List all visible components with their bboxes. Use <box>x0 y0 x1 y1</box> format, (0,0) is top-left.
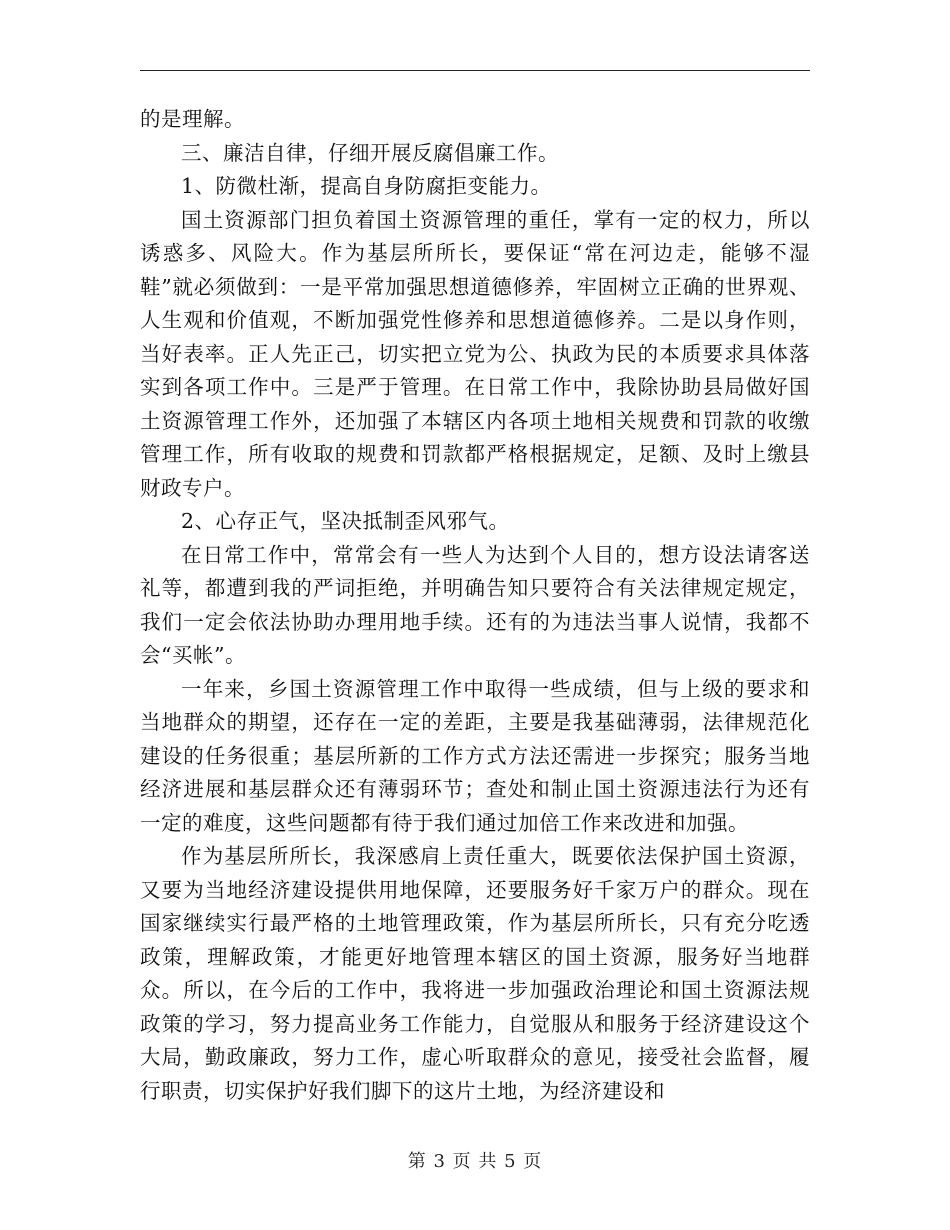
document-body <box>140 103 810 1108</box>
paragraph-year-summary: 一年来，乡国土资源管理工作中取得一些成绩，但与上级的要求和当地群众的期望，还存在一定的差距，主要是我基础薄弱，法律规范化建设的任务很重；基层所新的工作方式方法还需进一步探究；服务当地经济进展和基层群众还有薄弱环节；查处和制止国土资源违法行为还有一定的难度，这些问题都有待于我们通过加倍工作来改进和加强。 <box>140 676 810 835</box>
subheading-2: 2、心存正气，坚决抵制歪风邪气。 <box>181 509 510 533</box>
paragraph-continuation: 的是理解。 <box>140 107 245 131</box>
section-heading-3: 三、廉洁自律，仔细开展反腐倡廉工作。 <box>181 140 559 165</box>
paragraph-daily-work: 在日常工作中，常常会有一些人为达到个人目的，想方设法请客送礼等，都遭到我的严词拒绝，并明确告知只要符合有关法律规定规定，我们一定会依法协助办理用地手续。还有的为违法当事人说情，我都不会“买帐”。 <box>140 542 810 667</box>
subheading-1: 1、防微杜渐，提高自身防腐拒变能力。 <box>181 174 552 198</box>
page-number-footer: 第 3 页 共 5 页 <box>407 1151 543 1172</box>
paragraph-anti-corruption: 国土资源部门担负着国土资源管理的重任，掌有一定的权力，所以诱惑多、风险大。作为基层所所长，要保证“常在河边走，能够不湿鞋”就必须做到：一是平常加强思想道德修养，牢固树立正确的世界观、人生观和价值观，不断加强党性修养和思想道德修养。二是以身作则，当好表率。正人先正己，切实把立党为公、执政为民的本质要求具体落实到各项工作中。三是严于管理。在日常工作中，我除协助县局做好国土资源管理工作外，还加强了本辖区内各项土地相关规费和罚款的收缴管理工作，所有收取的规费和罚款都严格根据规定，足额、及时上缴县财政专户。 <box>140 207 810 500</box>
header-rule <box>140 70 810 71</box>
paragraph-future-plans: 作为基层所所长，我深感肩上责任重大，既要依法保护国土资源，又要为当地经济建设提供用地保障，还要服务好千家万户的群众。现在国家继续实行最严格的土地管理政策，作为基层所所长，只有充分吃透政策，理解政策，才能更好地管理本辖区的国土资源，服务好当地群众。所以，在今后的工作中，我将进一步加强政治理论和国土资源法规政策的学习，努力提高业务工作能力，自觉服从和服务于经济建设这个大局，勤政廉政，努力工作，虚心听取群众的意见，接受社会监督，履行职责，切实保护好我们脚下的这片土地，为经济建设和 <box>140 844 810 1103</box>
